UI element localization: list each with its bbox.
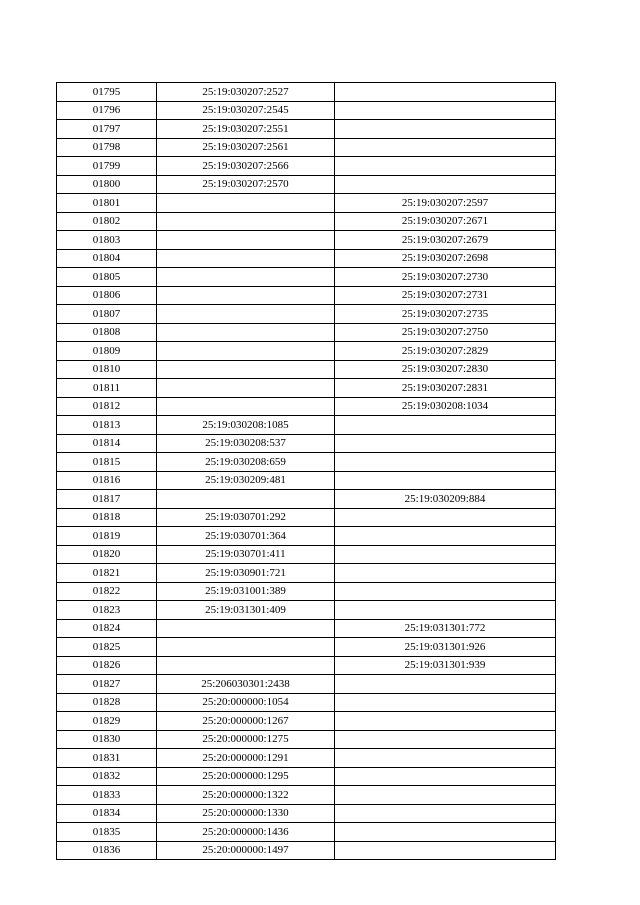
cadastral-number-cell: [157, 286, 335, 305]
table-row: [57, 527, 556, 546]
table-row: [57, 841, 556, 860]
cadastral-number-cell: 25:19:030208:537: [157, 434, 335, 453]
cadastral-number-cell: 25:19:030207:2566: [157, 157, 335, 176]
cadastral-number-cell: 25:19:031001:389: [157, 582, 335, 601]
table-row: [57, 508, 556, 527]
row-number-cell: 01812: [57, 397, 157, 416]
row-number-cell: 01817: [57, 490, 157, 509]
table-row: [57, 157, 556, 176]
table-row: [57, 656, 556, 675]
table-row: [57, 379, 556, 398]
cadastral-number-alt-cell: [335, 712, 556, 731]
row-number-cell: 01832: [57, 767, 157, 786]
cadastral-number-cell: 25:206030301:2438: [157, 675, 335, 694]
row-number-cell: 01813: [57, 416, 157, 435]
table-row: [57, 730, 556, 749]
cadastral-number-cell: [157, 323, 335, 342]
table-row: [57, 675, 556, 694]
cadastral-number-cell: 25:19:030207:2527: [157, 83, 335, 102]
row-number-cell: 01834: [57, 804, 157, 823]
cadastral-number-alt-cell: [335, 416, 556, 435]
cadastral-number-cell: [157, 379, 335, 398]
row-number-cell: 01816: [57, 471, 157, 490]
row-number-cell: 01829: [57, 712, 157, 731]
table-row: [57, 786, 556, 805]
cadastral-number-alt-cell: 25:19:030208:1034: [335, 397, 556, 416]
cadastral-number-alt-cell: [335, 471, 556, 490]
cadastral-number-alt-cell: 25:19:030207:2730: [335, 268, 556, 287]
cadastral-number-cell: 25:19:030701:292: [157, 508, 335, 527]
row-number-cell: 01808: [57, 323, 157, 342]
cadastral-number-cell: 25:19:030701:364: [157, 527, 335, 546]
cadastral-number-alt-cell: 25:19:030207:2750: [335, 323, 556, 342]
table-row: [57, 138, 556, 157]
cadastral-number-alt-cell: 25:19:031301:772: [335, 619, 556, 638]
cadastral-number-cell: [157, 249, 335, 268]
cadastral-number-cell: 25:19:030207:2545: [157, 101, 335, 120]
cadastral-number-alt-cell: [335, 527, 556, 546]
cadastral-number-cell: 25:20:000000:1295: [157, 767, 335, 786]
cadastral-number-cell: [157, 619, 335, 638]
cadastral-number-cell: [157, 656, 335, 675]
row-number-cell: 01802: [57, 212, 157, 231]
cadastral-number-cell: 25:19:030207:2561: [157, 138, 335, 157]
table-row: [57, 693, 556, 712]
row-number-cell: 01823: [57, 601, 157, 620]
row-number-cell: 01810: [57, 360, 157, 379]
cadastral-number-alt-cell: [335, 120, 556, 139]
cadastral-number-cell: 25:19:030207:2551: [157, 120, 335, 139]
cadastral-number-alt-cell: 25:19:030207:2829: [335, 342, 556, 361]
table-row: [57, 83, 556, 102]
table-row: [57, 582, 556, 601]
table-row: [57, 767, 556, 786]
row-number-cell: 01822: [57, 582, 157, 601]
cadastral-number-cell: 25:20:000000:1497: [157, 841, 335, 860]
cadastral-number-alt-cell: [335, 786, 556, 805]
cadastral-number-cell: [157, 231, 335, 250]
row-number-cell: 01835: [57, 823, 157, 842]
table-row: [57, 120, 556, 139]
table-row: [57, 545, 556, 564]
row-number-cell: 01814: [57, 434, 157, 453]
row-number-cell: 01798: [57, 138, 157, 157]
cadastral-number-cell: 25:20:000000:1330: [157, 804, 335, 823]
table-row: [57, 490, 556, 509]
table-row: [57, 323, 556, 342]
cadastral-number-alt-cell: [335, 138, 556, 157]
cadastral-number-cell: [157, 490, 335, 509]
cadastral-number-alt-cell: 25:19:030207:2831: [335, 379, 556, 398]
cadastral-number-alt-cell: [335, 157, 556, 176]
cadastral-number-alt-cell: [335, 804, 556, 823]
table-row: [57, 175, 556, 194]
cadastral-number-alt-cell: [335, 508, 556, 527]
row-number-cell: 01805: [57, 268, 157, 287]
row-number-cell: 01820: [57, 545, 157, 564]
cadastral-number-alt-cell: [335, 749, 556, 768]
cadastral-number-alt-cell: [335, 675, 556, 694]
cadastral-number-alt-cell: 25:19:030207:2698: [335, 249, 556, 268]
cadastral-number-alt-cell: [335, 767, 556, 786]
row-number-cell: 01831: [57, 749, 157, 768]
cadastral-number-cell: [157, 305, 335, 324]
row-number-cell: 01796: [57, 101, 157, 120]
cadastral-number-cell: 25:19:030208:1085: [157, 416, 335, 435]
cadastral-number-cell: 25:19:030209:481: [157, 471, 335, 490]
row-number-cell: 01827: [57, 675, 157, 694]
table-row: [57, 434, 556, 453]
table-row: [57, 453, 556, 472]
cadastral-number-cell: 25:20:000000:1322: [157, 786, 335, 805]
cadastral-number-alt-cell: [335, 434, 556, 453]
row-number-cell: 01806: [57, 286, 157, 305]
cadastral-number-alt-cell: 25:19:030207:2671: [335, 212, 556, 231]
cadastral-number-cell: 25:20:000000:1267: [157, 712, 335, 731]
table-row: [57, 231, 556, 250]
cadastral-number-alt-cell: 25:19:030207:2597: [335, 194, 556, 213]
row-number-cell: 01803: [57, 231, 157, 250]
cadastral-number-alt-cell: 25:19:030207:2830: [335, 360, 556, 379]
row-number-cell: 01826: [57, 656, 157, 675]
cadastral-number-cell: 25:20:000000:1436: [157, 823, 335, 842]
cadastral-number-alt-cell: 25:19:030207:2679: [335, 231, 556, 250]
table-row: [57, 305, 556, 324]
cadastral-number-alt-cell: [335, 601, 556, 620]
table-row: [57, 823, 556, 842]
cadastral-number-alt-cell: [335, 693, 556, 712]
cadastral-number-cell: [157, 638, 335, 657]
table-row: [57, 416, 556, 435]
cadastral-number-alt-cell: [335, 83, 556, 102]
row-number-cell: 01825: [57, 638, 157, 657]
cadastral-number-alt-cell: 25:19:030207:2731: [335, 286, 556, 305]
row-number-cell: 01811: [57, 379, 157, 398]
table-row: [57, 397, 556, 416]
row-number-cell: 01799: [57, 157, 157, 176]
cadastral-number-alt-cell: [335, 564, 556, 583]
table-row: [57, 342, 556, 361]
cadastral-number-alt-cell: [335, 545, 556, 564]
cadastral-number-cell: 25:19:031301:409: [157, 601, 335, 620]
table-row: [57, 471, 556, 490]
cadastral-number-alt-cell: [335, 730, 556, 749]
cadastral-number-cell: [157, 194, 335, 213]
row-number-cell: 01833: [57, 786, 157, 805]
table-row: [57, 286, 556, 305]
table-row: [57, 712, 556, 731]
row-number-cell: 01830: [57, 730, 157, 749]
cadastral-number-cell: 25:20:000000:1291: [157, 749, 335, 768]
table-row: [57, 749, 556, 768]
table-row: [57, 638, 556, 657]
cadastral-number-cell: [157, 268, 335, 287]
cadastral-number-alt-cell: [335, 841, 556, 860]
cadastral-number-alt-cell: 25:19:030207:2735: [335, 305, 556, 324]
cadastral-number-alt-cell: [335, 453, 556, 472]
row-number-cell: 01815: [57, 453, 157, 472]
cadastral-number-alt-cell: 25:19:031301:926: [335, 638, 556, 657]
row-number-cell: 01819: [57, 527, 157, 546]
table-row: [57, 619, 556, 638]
row-number-cell: 01818: [57, 508, 157, 527]
row-number-cell: 01804: [57, 249, 157, 268]
table-row: [57, 194, 556, 213]
cadastral-number-alt-cell: [335, 101, 556, 120]
cadastral-number-cell: 25:19:030207:2570: [157, 175, 335, 194]
row-number-cell: 01824: [57, 619, 157, 638]
table-row: [57, 268, 556, 287]
row-number-cell: 01797: [57, 120, 157, 139]
cadastral-number-alt-cell: 25:19:031301:939: [335, 656, 556, 675]
table-row: [57, 564, 556, 583]
cadastral-number-cell: 25:19:030208:659: [157, 453, 335, 472]
row-number-cell: 01828: [57, 693, 157, 712]
cadastral-number-alt-cell: [335, 582, 556, 601]
cadastral-number-cell: 25:20:000000:1275: [157, 730, 335, 749]
row-number-cell: 01836: [57, 841, 157, 860]
cadastral-number-cell: [157, 212, 335, 231]
cadastral-number-table: [56, 82, 556, 860]
cadastral-number-cell: 25:20:000000:1054: [157, 693, 335, 712]
table-row: [57, 360, 556, 379]
cadastral-number-cell: [157, 342, 335, 361]
table-row: [57, 249, 556, 268]
cadastral-number-alt-cell: 25:19:030209:884: [335, 490, 556, 509]
table-body: [57, 83, 556, 860]
cadastral-number-cell: 25:19:030701:411: [157, 545, 335, 564]
table-row: [57, 804, 556, 823]
row-number-cell: 01809: [57, 342, 157, 361]
row-number-cell: 01800: [57, 175, 157, 194]
row-number-cell: 01821: [57, 564, 157, 583]
row-number-cell: 01795: [57, 83, 157, 102]
cadastral-number-cell: [157, 397, 335, 416]
cadastral-number-cell: 25:19:030901:721: [157, 564, 335, 583]
cadastral-number-alt-cell: [335, 175, 556, 194]
table-row: [57, 212, 556, 231]
row-number-cell: 01801: [57, 194, 157, 213]
cadastral-number-cell: [157, 360, 335, 379]
table-row: [57, 601, 556, 620]
row-number-cell: 01807: [57, 305, 157, 324]
table-row: [57, 101, 556, 120]
cadastral-number-alt-cell: [335, 823, 556, 842]
